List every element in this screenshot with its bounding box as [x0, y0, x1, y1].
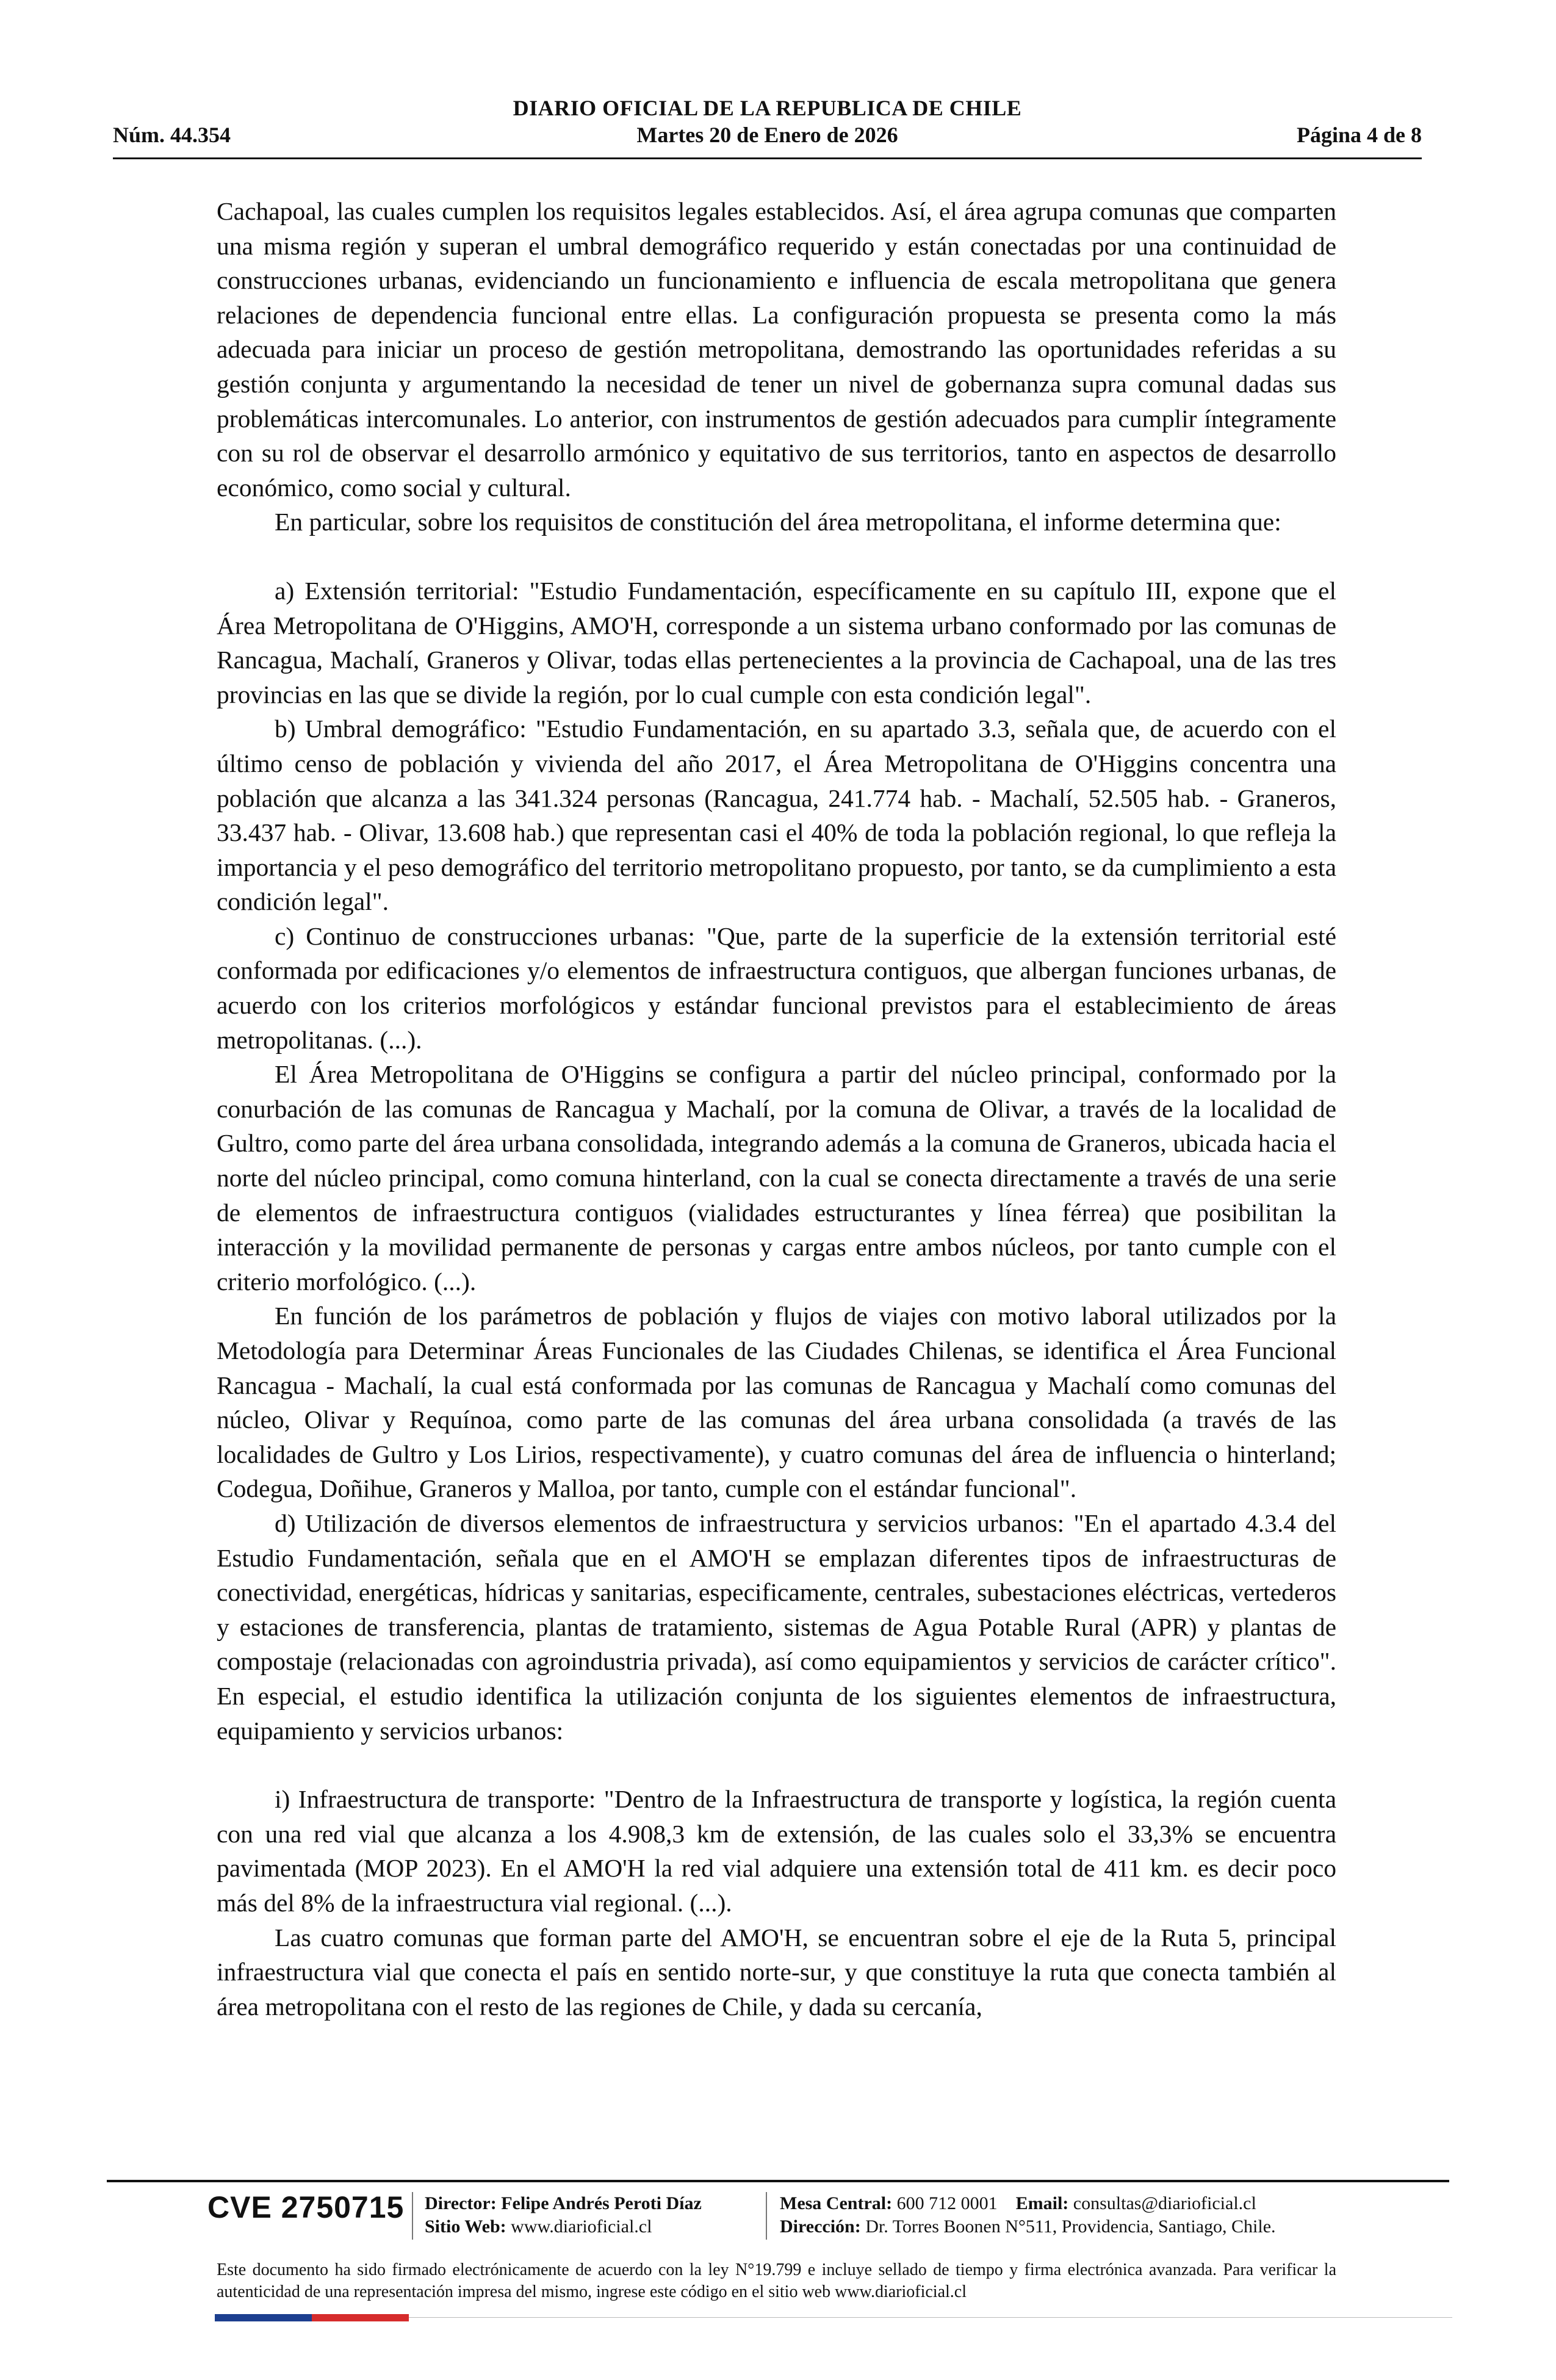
page-number: Página 4 de 8: [1296, 123, 1422, 147]
paragraph: En función de los parámetros de población y flujos de viajes con motivo laboral utilizados por la Metodología para Determinar Áreas Funcionales de las Ciudades Chilenas, se identifica el Área Funcional Rancagua - Machalí, la cual está conformada por las comunas de Rancagua y Machalí como comunas del núcleo, Olivar y Requínoa, como parte de las comunas del área urbana consolidada (a través de las localidades de Gultro y Los Lirios, respectivamente), y cuatro comunas del área de influencia o hinterland; Codegua, Doñihue, Graneros y Malloa, por tanto, cumple con el estándar funcional".: [217, 1302, 1336, 1503]
paragraph-item-d: d) Utilización de diversos elementos de infraestructura y servicios urbanos: "En el apartado 4.3.4 del Estudio Fundamentación, señala que en el AMO'H se emplazan diferentes tipos de infraestructuras de conectividad, energéticas, hídricas y sanitarias, especificamente, centrales, subestaciones eléctricas, vertederos y estaciones de transferencia, plantas de tratamiento, sistemas de Agua Potable Rural (APR) y plantas de compostaje (relacionadas con agroindustria privada), así como equipamientos y servicios de carácter crítico". En especial, el estudio identifica la utilización conjunta de los siguientes elementos de infraestructura, equipamiento y servicios urbanos:: [217, 1509, 1336, 1745]
paragraph: El Área Metropolitana de O'Higgins se configura a partir del núcleo principal, conformado por la conurbación de las comunas de Rancagua y Machalí, por la comuna de Olivar, a través de la localidad de Gultro, como parte del área urbana consolidada, integrando además a la comuna de Graneros, ubicada hacia el norte del núcleo principal, como comuna hinterland, con la cual se conecta directamente a través de una serie de elementos de infraestructura contiguos (vialidades estructurantes y línea férrea) que posibilitan la interacción y la movilidad permanente de personas y cargas entre ambos núcleos, por tanto cumple con el criterio morfológico. (...).: [217, 1060, 1336, 1296]
footer-separator: [412, 2192, 413, 2240]
director-label: Director:: [425, 2193, 497, 2213]
paragraph: En particular, sobre los requisitos de constitución del área metropolitana, el informe determina que:: [275, 508, 1281, 536]
legal-notice: Este documento ha sido firmado electrónicamente de acuerdo con la ley N°19.799 e incluye sellado de tiempo y firma electrónica avanzada. Para verificar la autenticidad de una representación impresa del mismo, ingrese este código en el sitio web www.diarioficial.cl: [217, 2260, 1336, 2301]
address-label: Dirección:: [780, 2216, 861, 2237]
cve-code: CVE 2750715: [207, 2190, 405, 2224]
footer-rule: [409, 2317, 1452, 2318]
footer-divider: [107, 2180, 1449, 2182]
paragraph-item-a: a) Extensión territorial: "Estudio Fundamentación, específicamente en su capítulo III, expone que el Área Metropolitana de O'Higgins, AMO'H, corresponde a un sistema urbano conformado por las comunas de Rancagua, Machalí, Graneros y Olivar, todas ellas pertenecientes a la provincia de Cachapoal, una de las tres provincias en las que se divide la región, por lo cual cumple con esta condición legal".: [217, 576, 1336, 709]
address: Dr. Torres Boonen N°511, Providencia, Santiago, Chile.: [865, 2216, 1276, 2237]
footer-director-block: [425, 2192, 702, 2238]
flag-red-segment: [312, 2314, 409, 2321]
web-label: Sitio Web:: [425, 2216, 506, 2237]
website-link[interactable]: www.diarioficial.cl: [511, 2216, 652, 2237]
issue-date: Martes 20 de Enero de 2026: [636, 123, 898, 147]
mesa-label: Mesa Central:: [780, 2193, 893, 2213]
publication-title: DIARIO OFICIAL DE LA REPUBLICA DE CHILE: [513, 96, 1022, 120]
paragraph: Las cuatro comunas que forman parte del AMO'H, se encuentran sobre el eje de la Ruta 5, principal infraestructura vial que conecta el país en sentido norte-sur, y que constituye la ruta que conecta también al área metropolitana con el resto de las regiones de Chile, y dada su cercanía,: [217, 1923, 1336, 2021]
paragraph-item-b: b) Umbral demográfico: "Estudio Fundamentación, en su apartado 3.3, señala que, de acuerdo con el último censo de población y vivienda del año 2017, el Área Metropolitana de O'Higgins concentra una población que alcanza a las 341.324 personas (Rancagua, 241.774 hab. - Machalí, 52.505 hab. - Graneros, 33.437 hab. - Olivar, 13.608 hab.) que representan casi el 40% de toda la población regional, lo que refleja la importancia y el peso demográfico del territorio metropolitano propuesto, por tanto, se da cumplimiento a esta condición legal".: [217, 715, 1336, 916]
footer-contact-block: [780, 2192, 1276, 2238]
flag-stripe: [215, 2314, 409, 2321]
phone-number: 600 712 0001: [896, 2193, 998, 2213]
email-link[interactable]: consultas@diarioficial.cl: [1073, 2193, 1256, 2213]
director-name: Felipe Andrés Peroti Díaz: [501, 2193, 702, 2213]
document-body: [217, 194, 1336, 2024]
issue-number: Núm. 44.354: [113, 123, 231, 147]
page-header: [113, 92, 1422, 159]
paragraph-item-i: i) Infraestructura de transporte: "Dentro de la Infraestructura de transporte y logística, la región cuenta con una red vial que alcanza a los 4.908,3 km de extensión, de las cuales solo el 33,3% se encuentra pavimentada (MOP 2023). En el AMO'H la red vial adquiere una extensión total de 411 km. es decir poco más del 8% de la infraestructura vial regional. (...).: [217, 1785, 1336, 1917]
footer-separator: [766, 2192, 767, 2240]
paragraph: Cachapoal, las cuales cumplen los requisitos legales establecidos. Así, el área agrupa comunas que comparten una misma región y superan el umbral demográfico requerido y están conectadas por una continuidad de construcciones urbanas, evidenciando un funcionamiento e influencia de escala metropolitana que genera relaciones de dependencia funcional entre ellas. La configuración propuesta se presenta como la más adecuada para iniciar un proceso de gestión metropolitana, demostrando las oportunidades referidas a su gestión conjunta y argumentando la necesidad de tener un nivel de gobernanza supra comunal dadas sus problemáticas intercomunales. Lo anterior, con instrumentos de gestión adecuados para cumplir íntegramente con su rol de observar el desarrollo armónico y equitativo de sus territorios, tanto en aspectos de desarrollo económico, como social y cultural.: [217, 197, 1336, 502]
flag-blue-segment: [215, 2314, 312, 2321]
paragraph-item-c: c) Continuo de construcciones urbanas: "Que, parte de la superficie de la extensión territorial esté conformada por edificaciones y/o elementos de infraestructura contiguos, que albergan funciones urbanas, de acuerdo con los criterios morfológicos y estándar funcional previstos para el establecimiento de áreas metropolitanas. (...).: [217, 921, 1336, 1054]
email-label: Email:: [1015, 2193, 1069, 2213]
